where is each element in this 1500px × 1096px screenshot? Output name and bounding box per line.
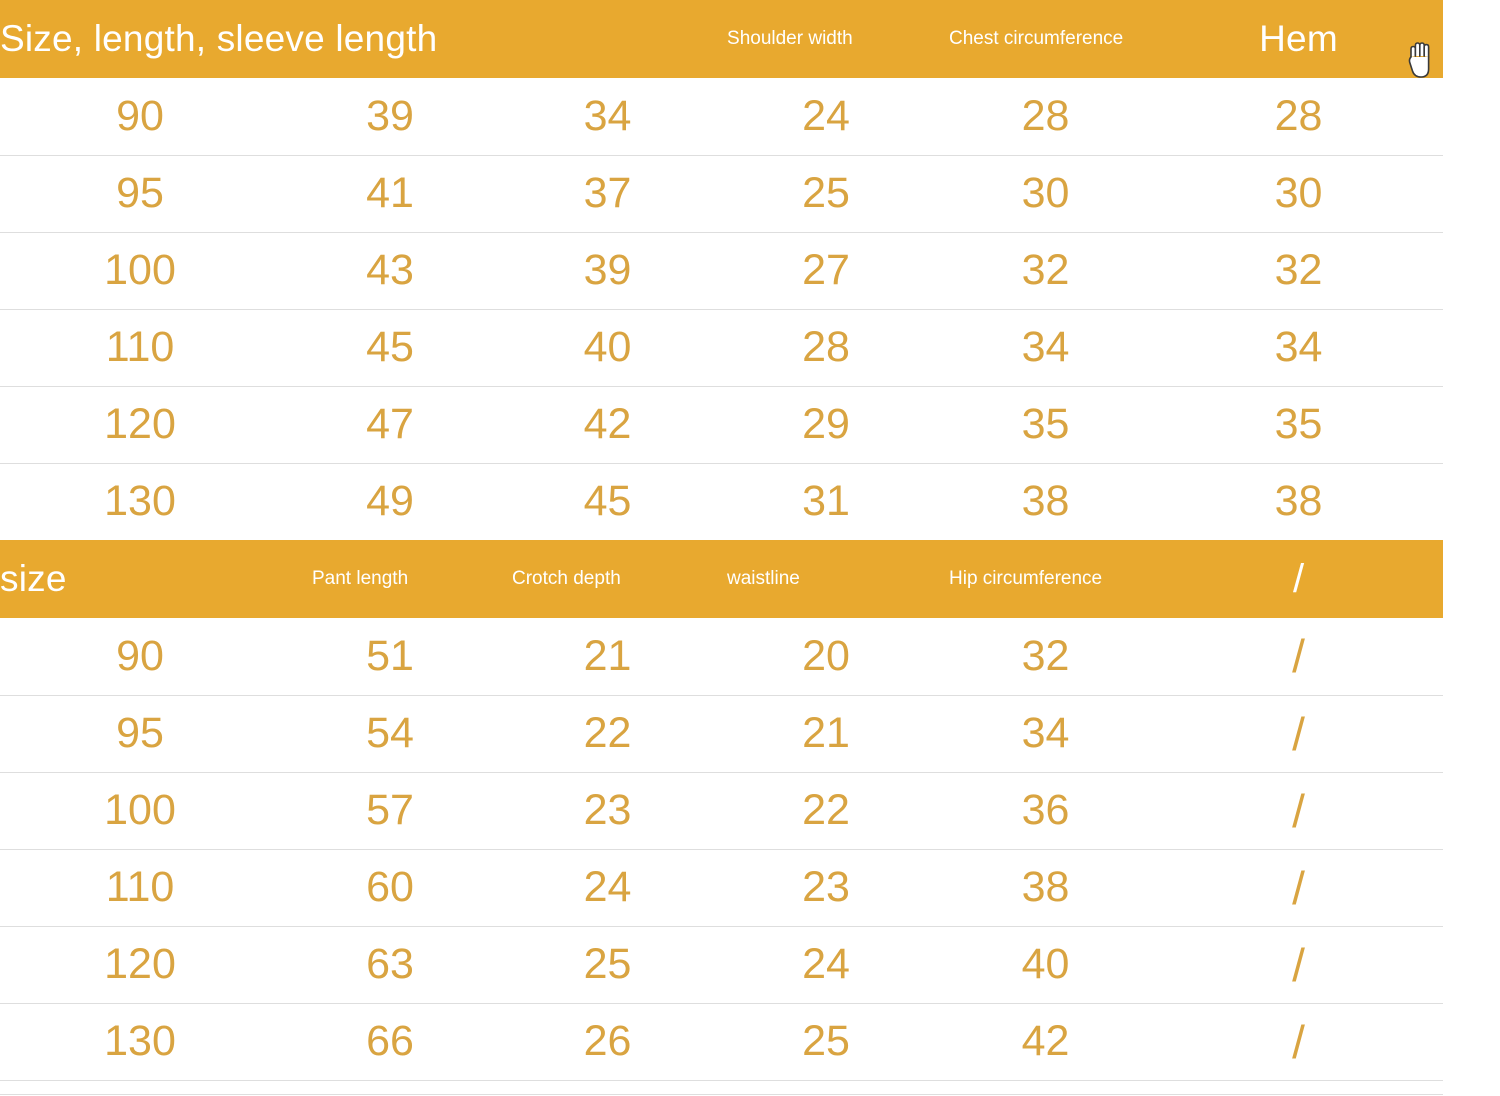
- cell-hem: 28: [1154, 78, 1443, 155]
- table-row: [0, 849, 1443, 926]
- cell-size: 110: [0, 849, 280, 926]
- cell-size: 130: [104, 477, 176, 526]
- cell-size: 130: [0, 1003, 280, 1080]
- top-header-shoulder-width: Shoulder width: [727, 28, 853, 50]
- table-row: [0, 1003, 1443, 1080]
- table-row: [0, 309, 1443, 386]
- cell-length: 47: [280, 386, 500, 463]
- cell-hem: 34: [1154, 309, 1443, 386]
- bottom-header-size: size: [0, 557, 67, 599]
- cell-crotch-depth: 22: [500, 695, 715, 772]
- cell-shoulder-width: 31: [802, 477, 850, 526]
- bottom-size-table: [0, 540, 1443, 1081]
- table-row: [0, 618, 1443, 695]
- cell-empty-slash: /: [1154, 849, 1443, 926]
- cell-length: 43: [280, 232, 500, 309]
- bottom-header-waistline: waistline: [727, 568, 800, 590]
- cell-hip-circumference: 38: [937, 849, 1154, 926]
- cell-hip-circumference: 36: [937, 772, 1154, 849]
- top-header-title: Size, length, sleeve length: [0, 17, 438, 59]
- cell-size: 120: [0, 386, 280, 463]
- cell-pant-length: 63: [280, 926, 500, 1003]
- cell-hip-circumference: 40: [937, 926, 1154, 1003]
- cell-hem: 38: [1274, 477, 1323, 526]
- cell-sleeve-length: 34: [500, 78, 715, 155]
- cell-chest-circumference: 32: [937, 232, 1154, 309]
- cell-shoulder-width: 28: [715, 309, 937, 386]
- cell-sleeve-length: 40: [500, 309, 715, 386]
- cell-size: 110: [0, 309, 280, 386]
- cell-hip-circumference: 32: [937, 618, 1154, 695]
- bottom-header-crotch-depth: Crotch depth: [512, 568, 621, 590]
- top-header-chest-circumference: Chest circumference: [949, 28, 1124, 50]
- bottom-table-header-row: [0, 540, 1443, 618]
- cell-empty-slash: /: [1154, 772, 1443, 849]
- cell-shoulder-width: 25: [715, 155, 937, 232]
- bottom-header-empty-slash: /: [1292, 556, 1305, 601]
- cell-shoulder-width: 27: [715, 232, 937, 309]
- table-row: [0, 772, 1443, 849]
- cell-sleeve-length: 45: [583, 477, 632, 526]
- top-header-hem: Hem: [1259, 17, 1338, 59]
- cell-hem: 30: [1154, 155, 1443, 232]
- cell-empty-slash: /: [1154, 1003, 1443, 1080]
- cell-empty-slash: /: [1154, 695, 1443, 772]
- table-row: [0, 232, 1443, 309]
- cell-pant-length: 66: [280, 1003, 500, 1080]
- top-size-table: [0, 0, 1443, 540]
- cell-chest-circumference: 30: [937, 155, 1154, 232]
- cell-crotch-depth: 24: [500, 849, 715, 926]
- cell-hip-circumference: 42: [937, 1003, 1154, 1080]
- cell-hip-circumference: 34: [937, 695, 1154, 772]
- cell-crotch-depth: 23: [500, 772, 715, 849]
- cell-length: 39: [280, 78, 500, 155]
- cell-size: 95: [0, 695, 280, 772]
- cell-waistline: 25: [715, 1003, 937, 1080]
- cell-waistline: 22: [715, 772, 937, 849]
- cell-waistline: 24: [715, 926, 937, 1003]
- cell-chest-circumference: 28: [937, 78, 1154, 155]
- table-row: [0, 463, 1443, 540]
- cell-sleeve-length: 42: [500, 386, 715, 463]
- cell-length: 41: [280, 155, 500, 232]
- cell-size: 90: [0, 78, 280, 155]
- cell-crotch-depth: 21: [500, 618, 715, 695]
- cell-chest-circumference: 38: [1021, 477, 1070, 526]
- bottom-header-hip-circumference: Hip circumference: [949, 568, 1103, 590]
- cell-crotch-depth: 26: [500, 1003, 715, 1080]
- cell-pant-length: 60: [280, 849, 500, 926]
- cell-length: 45: [280, 309, 500, 386]
- cell-hem: 35: [1154, 386, 1443, 463]
- cell-empty-slash: /: [1154, 926, 1443, 1003]
- cell-pant-length: 51: [280, 618, 500, 695]
- cell-length: 49: [366, 477, 414, 526]
- bottom-divider: [0, 1094, 1443, 1095]
- cell-sleeve-length: 39: [500, 232, 715, 309]
- cell-shoulder-width: 29: [715, 386, 937, 463]
- cell-waistline: 21: [715, 695, 937, 772]
- bottom-header-pant-length: Pant length: [312, 568, 409, 590]
- cell-hem: 32: [1154, 232, 1443, 309]
- table-row: [0, 155, 1443, 232]
- cell-pant-length: 57: [280, 772, 500, 849]
- cell-chest-circumference: 34: [937, 309, 1154, 386]
- cell-size: 100: [0, 232, 280, 309]
- cell-size: 100: [0, 772, 280, 849]
- table-row: [0, 386, 1443, 463]
- cell-size: 90: [0, 618, 280, 695]
- cell-shoulder-width: 24: [715, 78, 937, 155]
- cell-crotch-depth: 25: [500, 926, 715, 1003]
- cell-size: 120: [0, 926, 280, 1003]
- cell-chest-circumference: 35: [937, 386, 1154, 463]
- top-table-header-row: [0, 0, 1443, 78]
- table-row: [0, 78, 1443, 155]
- cell-size: 95: [0, 155, 280, 232]
- cell-empty-slash: /: [1154, 618, 1443, 695]
- table-row: [0, 926, 1443, 1003]
- cell-waistline: 20: [715, 618, 937, 695]
- cell-waistline: 23: [715, 849, 937, 926]
- cell-sleeve-length: 37: [500, 155, 715, 232]
- table-row: [0, 695, 1443, 772]
- cell-pant-length: 54: [280, 695, 500, 772]
